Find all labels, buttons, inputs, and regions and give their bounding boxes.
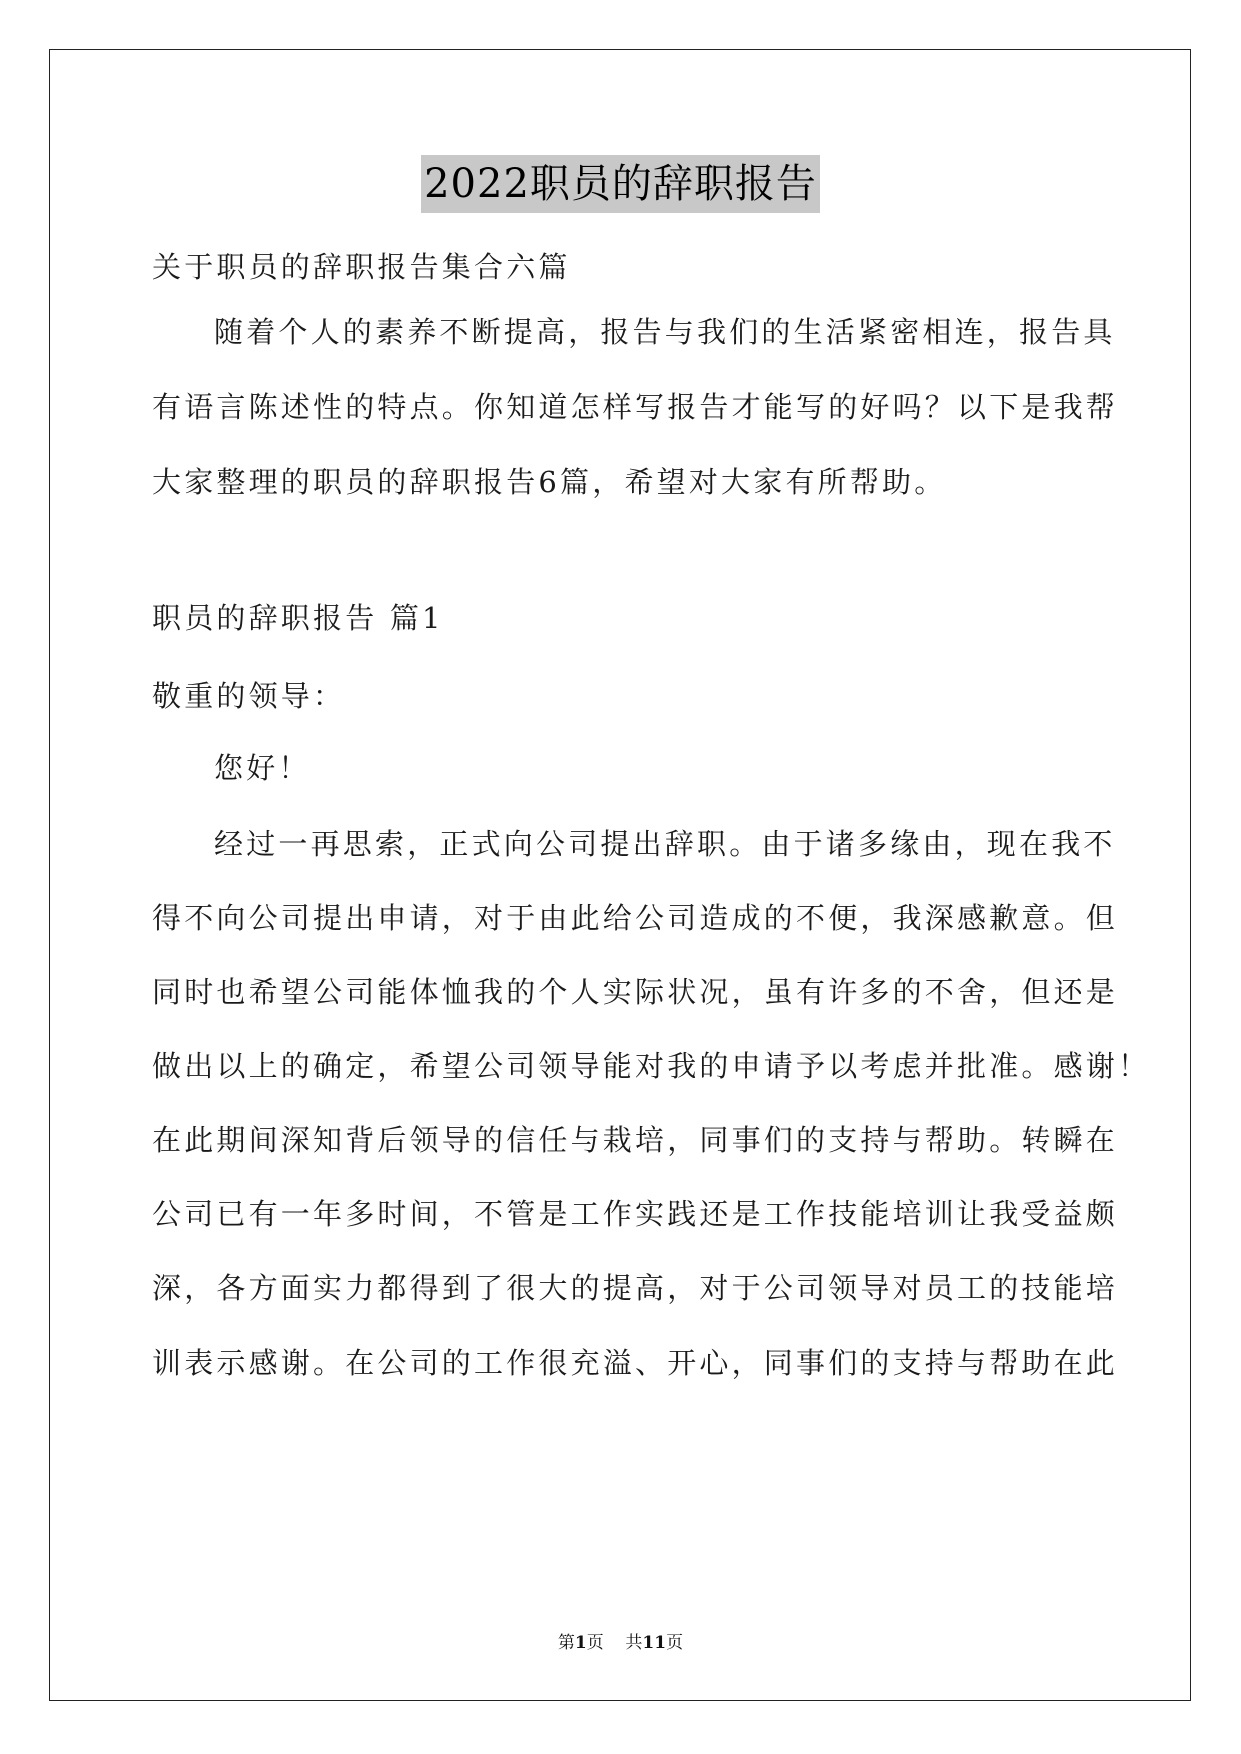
intro-line: 随着个人的素养不断提高，报告与我们的生活紧密相连，报告具	[214, 315, 1116, 349]
footer-middle: 页 共	[586, 1633, 643, 1653]
intro-line: 大家整理的职员的辞职报告6篇，希望对大家有所帮助。	[152, 465, 947, 499]
page-footer	[0, 1632, 1241, 1654]
body-line: 训表示感谢。在公司的工作很充溢、开心，同事们的支持与帮助在此	[152, 1346, 1119, 1380]
document-subtitle: 关于职员的辞职报告集合六篇	[152, 250, 571, 284]
total-pages-number: 11	[642, 1633, 667, 1653]
section-heading: 职员的辞职报告 篇1	[152, 601, 444, 635]
title-container	[0, 155, 1241, 213]
salutation: 敬重的领导：	[152, 679, 346, 713]
intro-line: 有语言陈述性的特点。你知道怎样写报告才能写的好吗？以下是我帮	[152, 390, 1119, 424]
page-border	[49, 49, 1191, 1701]
body-line: 同时也希望公司能体恤我的个人实际状况，虽有许多的不舍，但还是	[152, 975, 1119, 1009]
body-line: 在此期间深知背后领导的信任与栽培，同事们的支持与帮助。转瞬在	[152, 1123, 1119, 1157]
body-line: 得不向公司提出申请，对于由此给公司造成的不便，我深感歉意。但	[152, 901, 1119, 935]
body-line: 公司已有一年多时间，不管是工作实践还是工作技能培训让我受益颇	[152, 1197, 1119, 1231]
current-page-number: 1	[574, 1633, 587, 1653]
document-title: 2022职员的辞职报告	[421, 155, 820, 213]
footer-prefix: 第	[557, 1633, 575, 1653]
greeting: 您好！	[214, 751, 311, 785]
body-line: 深，各方面实力都得到了很大的提高，对于公司领导对员工的技能培	[152, 1271, 1119, 1305]
body-line: 做出以上的确定，希望公司领导能对我的申请予以考虑并批准。感谢！	[152, 1049, 1151, 1083]
footer-suffix: 页	[666, 1633, 684, 1653]
body-line: 经过一再思索，正式向公司提出辞职。由于诸多缘由，现在我不	[214, 827, 1116, 861]
